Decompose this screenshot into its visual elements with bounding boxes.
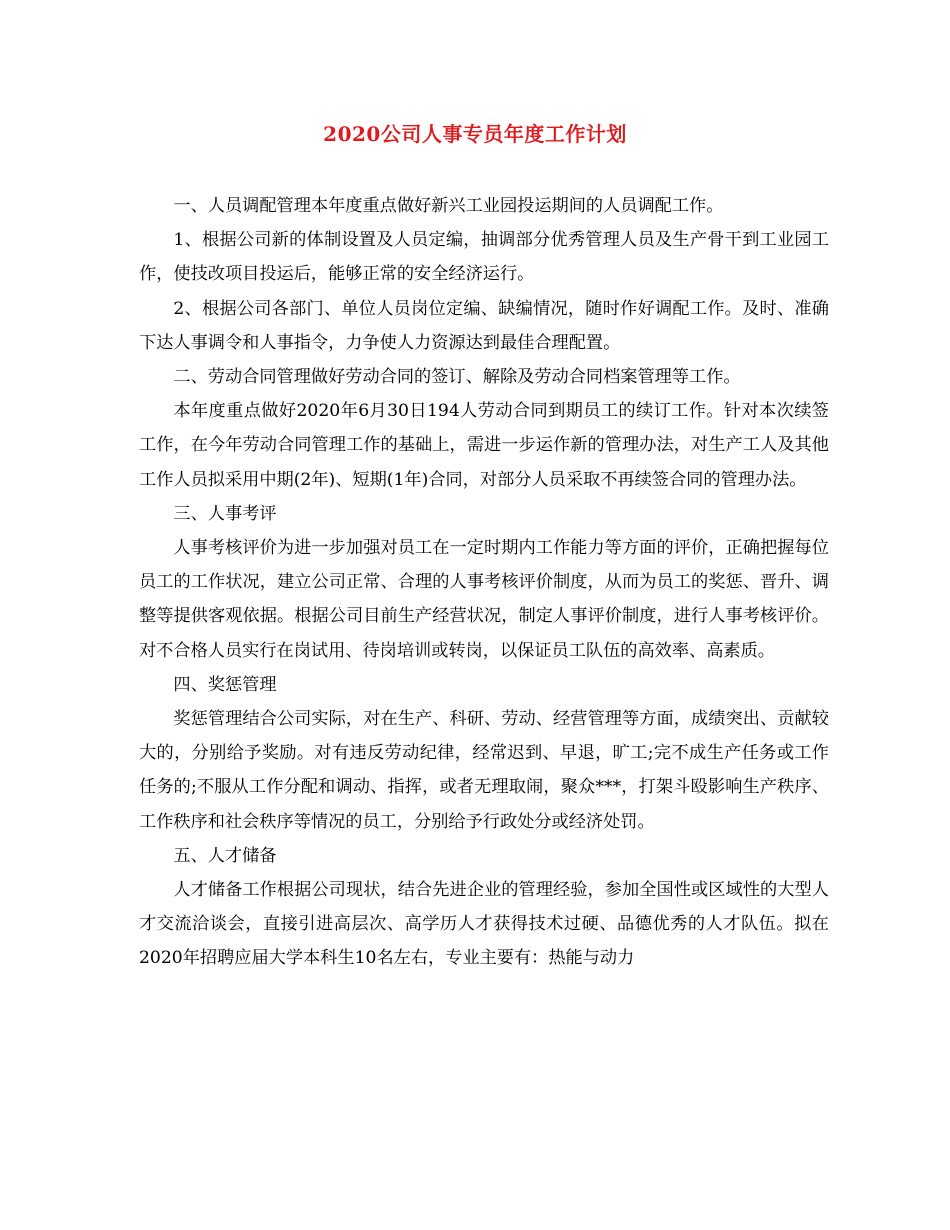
section-5-heading: 五、人才储备 [173,845,277,866]
section-3-heading: 三、人事考评 [173,503,277,524]
paragraph: 奖惩管理结合公司实际，对在生产、科研、劳动、经营管理等方面，成绩突出、贡献较大的，分别给予奖励。对有违反劳动纪律，经常迟到、早退，旷工;完不成生产任务或工作任务的;不服从工作分配和调动、指挥，或者无理取闹，聚众***，打架斗殴影响生产秩序、工作秩序和社会秩序等情况的员工，分别给予行政处分或经济处罚。 [139,709,829,832]
paragraph: 本年度重点做好2020年6月30日194人劳动合同到期员工的续订工作。针对本次续签工作，在今年劳动合同管理工作的基础上，需进一步运作新的管理办法，对生产工人及其他工作人员拟采用中期(2年)、短期(1年)合同，对部分人员采取不再续签合同的管理办法。 [139,401,829,490]
document-title: 2020公司人事专员年度工作计划 [323,122,627,146]
paragraph: 人才储备工作根据公司现状，结合先进企业的管理经验，参加全国性或区域性的大型人才交流洽谈会，直接引进高层次、高学历人才获得技术过硬、品德优秀的人才队伍。拟在2020年招聘应届大学本科生10名左右，专业主要有：热能与动力 [139,880,829,969]
paragraph: 1、根据公司新的体制设置及人员定编，抽调部分优秀管理人员及生产骨干到工业园工作，使技改项目投运后，能够正常的安全经济运行。 [139,230,829,285]
section-4-heading: 四、奖惩管理 [173,674,277,695]
section-1-heading: 一、人员调配管理本年度重点做好新兴工业园投运期间的人员调配工作。 [173,196,724,216]
section-2-heading: 二、劳动合同管理做好劳动合同的签订、解除及劳动合同档案管理等工作。 [173,367,741,388]
paragraph: 人事考核评价为进一步加强对员工在一定时期内工作能力等方面的评价，正确把握每位员工的工作状况，建立公司正常、合理的人事考核评价制度，从而为员工的奖惩、晋升、调整等提供客观依据。根据公司目前生产经营状况，制定人事评价制度，进行人事考核评价。对不合格人员实行在岗试用、待岗培训或转岗，以保证员工队伍的高效率、高素质。 [139,538,829,661]
document-body [139,189,829,976]
paragraph: 2、根据公司各部门、单位人员岗位定编、缺编情况，随时作好调配工作。及时、准确下达人事调令和人事指令，力争使人力资源达到最佳合理配置。 [139,298,829,353]
